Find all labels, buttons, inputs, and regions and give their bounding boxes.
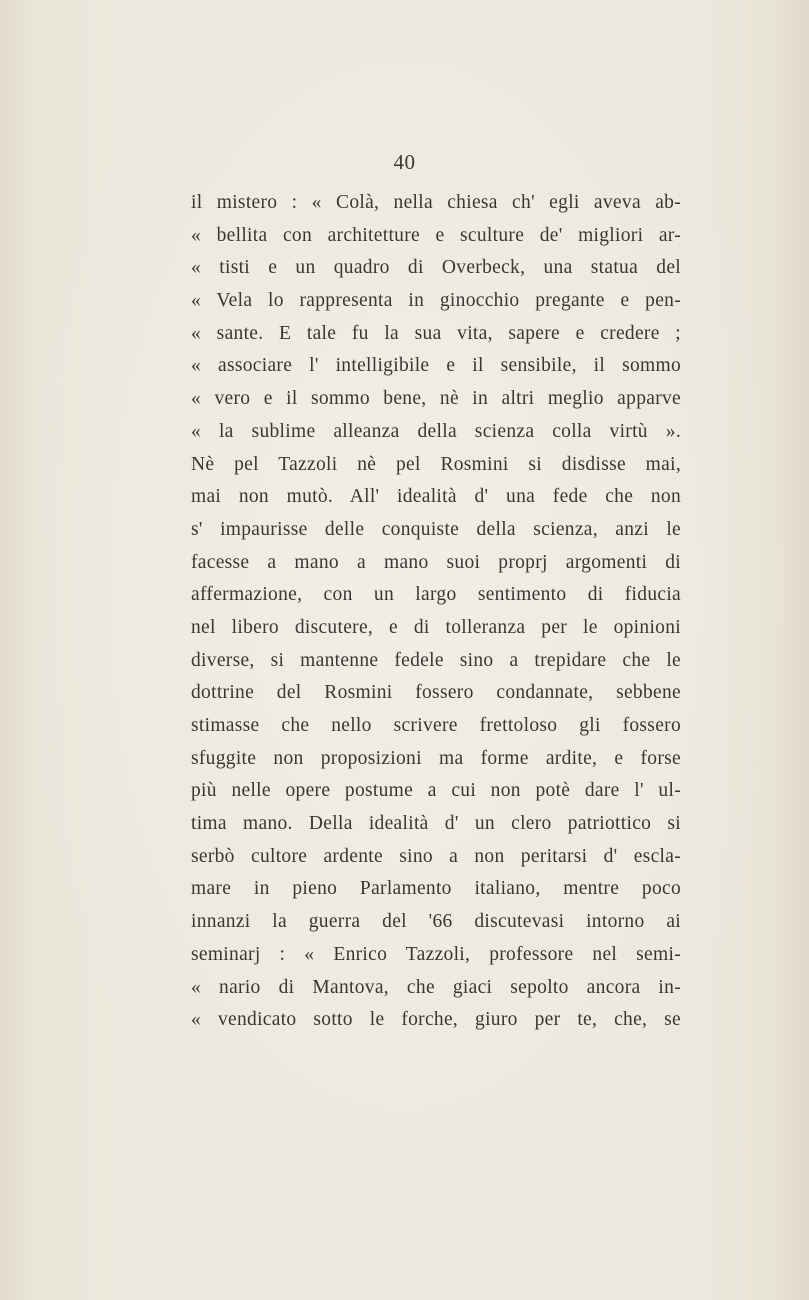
text-line: « Vela lo rappresenta in ginocchio pregante e pen- <box>191 290 681 312</box>
text-line: diverse, si mantenne fedele sino a trepidare che le <box>191 649 681 671</box>
text-line: affermazione, con un largo sentimento di fiducia <box>191 584 681 606</box>
text-line: « associare l' intelligibile e il sensibile, il sommo <box>191 355 681 377</box>
body-text <box>191 187 681 1037</box>
text-line: mare in pieno Parlamento italiano, mentre poco <box>191 878 681 900</box>
text-line: facesse a mano a mano suoi proprj argomenti di <box>191 551 681 573</box>
text-line: s' impaurisse delle conquiste della scienza, anzi le <box>191 518 681 540</box>
page-number: 40 <box>393 150 416 174</box>
text-line: « tisti e un quadro di Overbeck, una statua del <box>191 257 681 279</box>
text-line: « bellita con architetture e sculture de' migliori ar- <box>191 224 681 246</box>
text-line: innanzi la guerra del '66 discutevasi intorno ai <box>191 911 681 933</box>
text-line: « la sublime alleanza della scienza colla virtù ». <box>191 420 681 442</box>
text-line: « nario di Mantova, che giaci sepolto ancora in- <box>191 976 681 998</box>
text-line: « vendicato sotto le forche, giuro per te, che, se <box>191 1009 681 1031</box>
text-line: serbò cultore ardente sino a non peritarsi d' escla- <box>191 845 681 867</box>
text-line: Nè pel Tazzoli nè pel Rosmini si disdisse mai, <box>191 453 681 475</box>
text-line: « sante. E tale fu la sua vita, sapere e credere ; <box>191 322 681 344</box>
text-line: « vero e il sommo bene, nè in altri meglio apparve <box>191 388 681 410</box>
text-line: nel libero discutere, e di tolleranza per le opinioni <box>191 616 681 638</box>
text-line: dottrine del Rosmini fossero condannate, sebbene <box>191 682 681 704</box>
text-line: mai non mutò. All' idealità d' una fede che non <box>191 486 681 508</box>
text-line: tima mano. Della idealità d' un clero patriottico si <box>191 813 681 835</box>
text-line: stimasse che nello scrivere frettoloso gli fossero <box>191 715 681 736</box>
text-line: sfuggite non proposizioni ma forme ardite, e forse <box>191 747 681 769</box>
text-line: il mistero : « Colà, nella chiesa ch' egli aveva ab- <box>191 192 681 213</box>
text-line: più nelle opere postume a cui non potè dare l' ul- <box>191 780 681 802</box>
text-line: seminarj : « Enrico Tazzoli, professore nel semi- <box>191 943 681 965</box>
